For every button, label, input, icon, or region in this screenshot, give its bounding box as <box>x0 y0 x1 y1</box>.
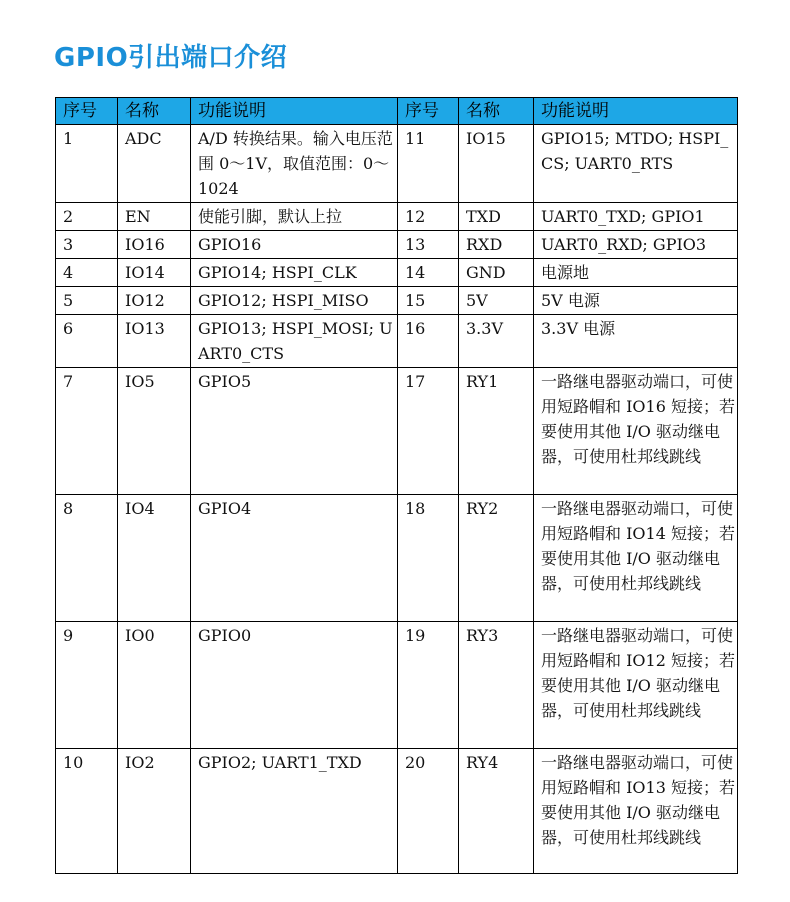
pin-index: 3 <box>56 231 118 259</box>
pin-name: RY3 <box>459 622 534 749</box>
pin-name: IO2 <box>118 749 191 874</box>
pin-function: 3.3V 电源 <box>534 315 738 368</box>
pin-function: GPIO4 <box>191 495 398 622</box>
header-function-right: 功能说明 <box>534 98 738 125</box>
pin-name: IO5 <box>118 368 191 495</box>
pin-index: 7 <box>56 368 118 495</box>
pin-name: RXD <box>459 231 534 259</box>
pin-function: 使能引脚，默认上拉 <box>191 203 398 231</box>
pin-name: IO13 <box>118 315 191 368</box>
pin-name: TXD <box>459 203 534 231</box>
table-row <box>56 315 738 368</box>
pin-index: 11 <box>398 125 459 203</box>
pin-name: 5V <box>459 287 534 315</box>
pin-index: 4 <box>56 259 118 287</box>
pin-name: RY2 <box>459 495 534 622</box>
pin-function: GPIO16 <box>191 231 398 259</box>
pin-index: 5 <box>56 287 118 315</box>
pin-index: 14 <box>398 259 459 287</box>
table-row <box>56 203 738 231</box>
pin-name: GND <box>459 259 534 287</box>
table-row <box>56 368 738 495</box>
pin-index: 13 <box>398 231 459 259</box>
pin-function: 电源地 <box>534 259 738 287</box>
pin-function: 5V 电源 <box>534 287 738 315</box>
header-name-left: 名称 <box>118 98 191 125</box>
pin-index: 18 <box>398 495 459 622</box>
pin-index: 17 <box>398 368 459 495</box>
pin-function: GPIO13; HSPI_MOSI; UART0_CTS <box>191 315 398 368</box>
pin-index: 16 <box>398 315 459 368</box>
pin-index: 6 <box>56 315 118 368</box>
pin-name: EN <box>118 203 191 231</box>
pin-name: IO0 <box>118 622 191 749</box>
page-title: GPIO引出端口介绍 <box>54 43 288 73</box>
table-row <box>56 231 738 259</box>
pin-name: IO14 <box>118 259 191 287</box>
pin-function: GPIO2; UART1_TXD <box>191 749 398 874</box>
pin-function: GPIO0 <box>191 622 398 749</box>
pin-function: A/D 转换结果。输入电压范围 0～1V，取值范围：0～1024 <box>191 125 398 203</box>
pin-index: 1 <box>56 125 118 203</box>
pin-function: UART0_TXD; GPIO1 <box>534 203 738 231</box>
table-row <box>56 287 738 315</box>
pin-function: 一路继电器驱动端口，可使用短路帽和 IO13 短接；若要使用其他 I/O 驱动继电器，可使用杜邦线跳线 <box>534 749 738 874</box>
table-header-row <box>56 98 738 125</box>
pin-name: IO12 <box>118 287 191 315</box>
pin-index: 20 <box>398 749 459 874</box>
pin-function: GPIO5 <box>191 368 398 495</box>
header-function-left: 功能说明 <box>191 98 398 125</box>
header-index-left: 序号 <box>56 98 118 125</box>
pin-name: ADC <box>118 125 191 203</box>
gpio-pin-table <box>55 97 738 874</box>
pin-name: RY1 <box>459 368 534 495</box>
header-name-right: 名称 <box>459 98 534 125</box>
pin-index: 9 <box>56 622 118 749</box>
table-row <box>56 495 738 622</box>
pin-name: RY4 <box>459 749 534 874</box>
table-row <box>56 125 738 203</box>
table-row <box>56 259 738 287</box>
header-index-right: 序号 <box>398 98 459 125</box>
pin-name: 3.3V <box>459 315 534 368</box>
pin-index: 2 <box>56 203 118 231</box>
pin-function: GPIO12; HSPI_MISO <box>191 287 398 315</box>
pin-index: 10 <box>56 749 118 874</box>
table-row <box>56 622 738 749</box>
pin-index: 12 <box>398 203 459 231</box>
pin-name: IO4 <box>118 495 191 622</box>
pin-function: UART0_RXD; GPIO3 <box>534 231 738 259</box>
pin-function: 一路继电器驱动端口，可使用短路帽和 IO12 短接；若要使用其他 I/O 驱动继电器，可使用杜邦线跳线 <box>534 622 738 749</box>
pin-name: IO16 <box>118 231 191 259</box>
pin-index: 15 <box>398 287 459 315</box>
table-row <box>56 749 738 874</box>
pin-index: 19 <box>398 622 459 749</box>
pin-function: 一路继电器驱动端口，可使用短路帽和 IO14 短接；若要使用其他 I/O 驱动继电器，可使用杜邦线跳线 <box>534 495 738 622</box>
pin-function: 一路继电器驱动端口，可使用短路帽和 IO16 短接；若要使用其他 I/O 驱动继电器，可使用杜邦线跳线 <box>534 368 738 495</box>
pin-name: IO15 <box>459 125 534 203</box>
pin-index: 8 <box>56 495 118 622</box>
pin-function: GPIO14; HSPI_CLK <box>191 259 398 287</box>
pin-function: GPIO15; MTDO; HSPI_CS; UART0_RTS <box>534 125 738 203</box>
